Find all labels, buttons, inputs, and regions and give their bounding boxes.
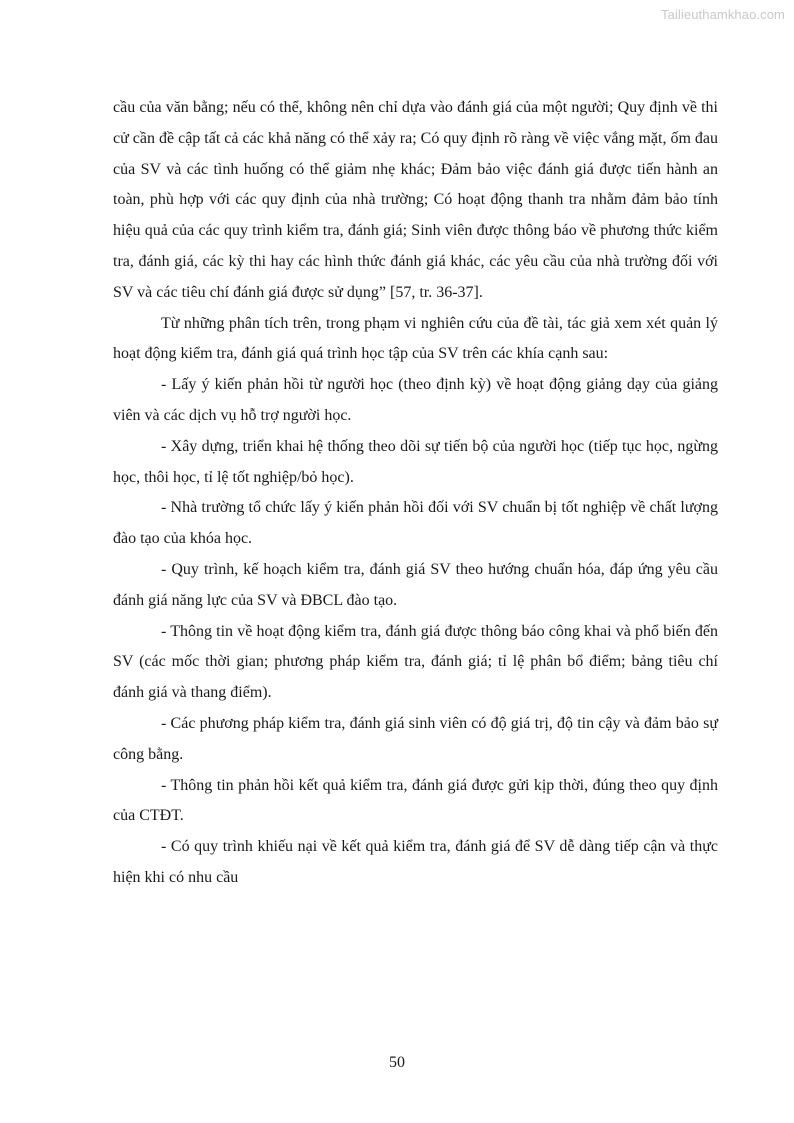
list-item: - Thông tin về hoạt động kiểm tra, đánh giá được thông báo công khai và phổ biến đến SV (các mốc thời gian; phương pháp kiểm tra, đánh giá; tỉ lệ phân bổ điểm; bảng tiêu chí đánh giá và thang điểm).: [113, 622, 718, 702]
document-body: [113, 93, 718, 894]
paragraph-intro: Từ những phân tích trên, trong phạm vi nghiên cứu của đề tài, tác giả xem xét quản lý hoạt động kiểm tra, đánh giá quá trình học tập của SV trên các khía cạnh sau:: [113, 314, 718, 363]
list-item: - Thông tin phản hồi kết quả kiểm tra, đánh giá được gửi kịp thời, đúng theo quy định của CTĐT.: [113, 776, 718, 825]
list-item: - Nhà trường tổ chức lấy ý kiến phản hồi đối với SV chuẩn bị tốt nghiệp về chất lượng đào tạo của khóa học.: [113, 499, 718, 548]
paragraph-continuation: cầu của văn bằng; nếu có thể, không nên chỉ dựa vào đánh giá của một người; Quy định về thi cử cần đề cập tất cả các khả năng có thể xảy ra; Có quy định rõ ràng về việc vắng mặt, ốm đau của SV và các tình huống có thể giảm nhẹ khác; Đảm bảo việc đánh giá được tiến hành an toàn, phù hợp với các quy định của nhà trường; Có hoạt động thanh tra nhằm đảm bảo tính hiệu quả của các quy trình kiểm tra, đánh giá; Sinh viên được thông báo về phương thức kiểm tra, đánh giá, các kỳ thi hay các hình thức đánh giá khác, các yêu cầu của nhà trường đối với SV và các tiêu chí đánh giá được sử dụng” [57, tr. 36-37].: [113, 99, 718, 301]
list-item: - Quy trình, kế hoạch kiểm tra, đánh giá SV theo hướng chuẩn hóa, đáp ứng yêu cầu đánh giá năng lực của SV và ĐBCL đào tạo.: [113, 560, 718, 609]
list-item: - Xây dựng, triển khai hệ thống theo dõi sự tiến bộ của người học (tiếp tục học, ngừng học, thôi học, tỉ lệ tốt nghiệp/bỏ học).: [113, 437, 718, 486]
list-item: - Lấy ý kiến phản hồi từ người học (theo định kỳ) về hoạt động giảng dạy của giảng viên và các dịch vụ hỗ trợ người học.: [113, 376, 718, 424]
list-item: - Các phương pháp kiểm tra, đánh giá sinh viên có độ giá trị, độ tin cậy và đảm bảo sự công bằng.: [113, 714, 718, 763]
page-number: 50: [389, 1054, 405, 1071]
watermark: Tailieuthamkhao.com: [660, 7, 785, 22]
list-item: - Có quy trình khiếu nại về kết quả kiểm tra, đánh giá để SV dễ dàng tiếp cận và thực hiện khi có nhu cầu: [113, 838, 718, 886]
